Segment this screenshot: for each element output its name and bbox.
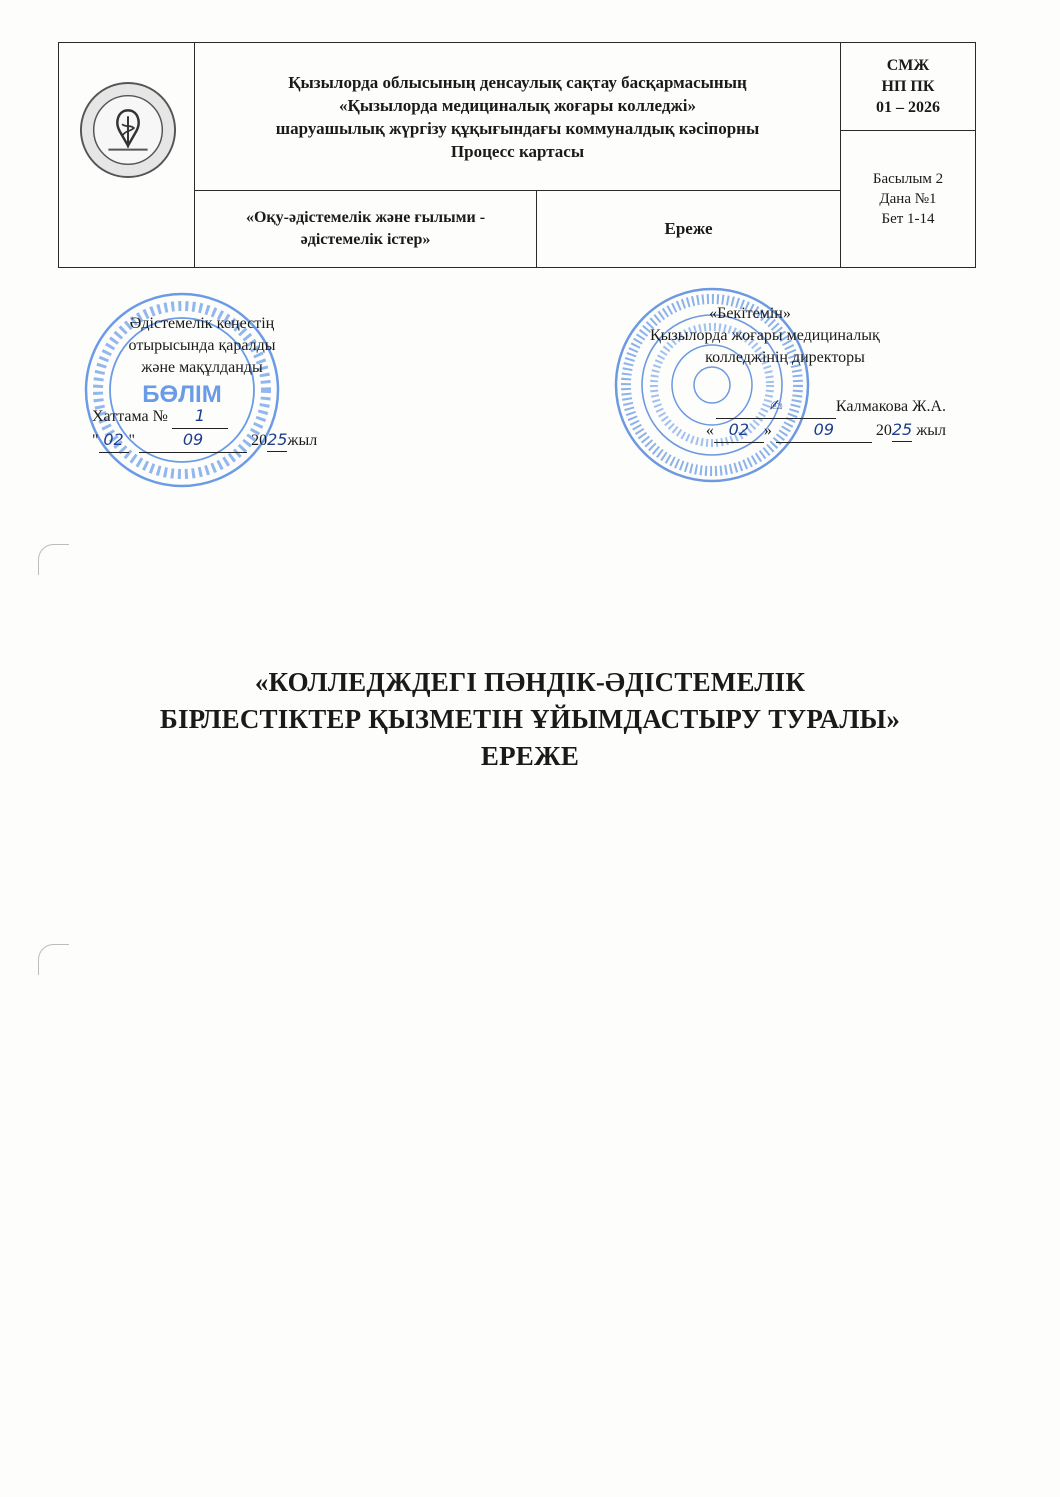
punch-hole-mark: [38, 544, 69, 575]
approval-right-line-1: «Бекітемін»: [709, 305, 791, 322]
right-date-year-suffix: 25: [892, 419, 912, 442]
approval-right-line-3: колледжінің директоры: [705, 349, 865, 366]
left-date-month: 09: [182, 430, 204, 449]
right-date-day: 02: [728, 420, 750, 439]
right-date-month: 09: [813, 420, 835, 439]
code-line-2: НП ПК: [881, 78, 935, 95]
right-date-year-prefix: 20: [875, 422, 892, 439]
approval-right-date: « 02 » 09 2025 жыл: [650, 419, 946, 443]
document-title-line-2: БІРЛЕСТІКТЕР ҚЫЗМЕТІН ҰЙЫМДАСТЫРУ ТУРАЛЫ»: [159, 704, 901, 734]
header-title-cell: [195, 43, 841, 191]
document-title-line-3: ЕРЕЖЕ: [480, 741, 580, 771]
document-title: [0, 664, 1060, 775]
college-emblem-icon: [79, 81, 177, 179]
edition-cell: [841, 131, 975, 267]
process-name-cell: [195, 191, 537, 267]
protocol-label: Хаттама №: [92, 408, 168, 425]
director-approval: [650, 303, 970, 443]
approval-left-line-2: отырысында қаралды: [128, 337, 276, 354]
approval-right-line-2: Қызылорда жоғары медициналық: [650, 327, 880, 344]
left-date-year-prefix: 20: [251, 432, 268, 449]
document-code-cell: [841, 43, 975, 131]
header-title-line-1: Қызылорда облысының денсаулық сақтау басқармасының: [288, 72, 747, 92]
logo-cell: [59, 43, 195, 267]
header-table: [58, 42, 976, 268]
pages-line: Бет 1-14: [881, 211, 935, 227]
approval-left-line-3: және мақұлданды: [141, 359, 263, 376]
document-title-line-1: «КОЛЛЕДЖДЕГІ ПӘНДІК-ӘДІСТЕМЕЛІК: [254, 667, 806, 697]
edition-line: Басылым 2: [872, 171, 944, 187]
header-title-line-4: Процесс картасы: [450, 141, 585, 161]
copy-line: Дана №1: [879, 191, 937, 207]
process-name: «Оқу-әдістемелік және ғылыми - әдістемелік істер»: [245, 209, 486, 248]
signature-row: [650, 395, 946, 419]
header-title-line-3: шаруашылық жүргізу құқығындағы коммуналдық кәсіпорны: [275, 118, 760, 138]
left-date-year-suffix: 25: [267, 429, 287, 452]
approval-left-date: " 02 " 09 2025жыл: [92, 429, 392, 453]
left-date-day: 02: [103, 430, 124, 449]
methodical-council-approval: [92, 313, 392, 453]
protocol-number: 1: [194, 406, 205, 425]
document-type-cell: [537, 191, 841, 267]
punch-hole-mark: [38, 944, 69, 975]
director-signature: ✍: [769, 396, 783, 415]
code-line-3: 01 – 2026: [876, 99, 940, 116]
protocol-row: [92, 405, 392, 429]
document-type: Ереже: [664, 219, 713, 238]
approval-left-line-1: Әдістемелік кеңестің: [129, 315, 275, 332]
stamp-label: БӨЛІМ: [142, 381, 222, 408]
header-title-line-2: «Қызылорда медициналық жоғары колледжі»: [339, 95, 696, 115]
left-date-year-unit: жыл: [287, 432, 318, 449]
director-name: Калмакова Ж.А.: [835, 398, 946, 415]
right-date-year-unit: жыл: [916, 422, 946, 439]
code-line-1: СМЖ: [886, 57, 930, 74]
